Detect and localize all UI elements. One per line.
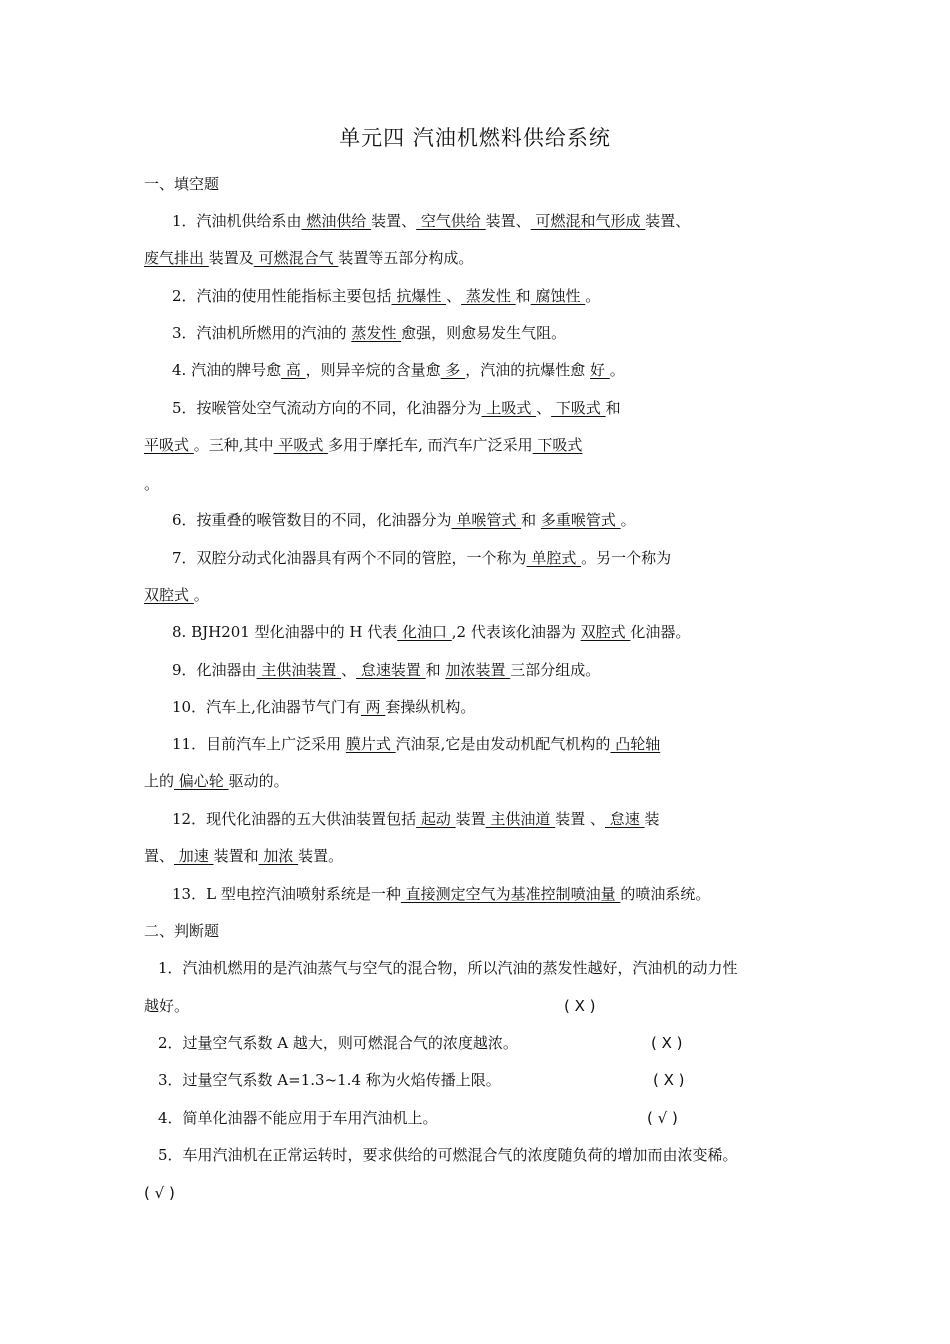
text: 和 (521, 511, 541, 529)
answer: 好 (589, 361, 610, 379)
answer: 直接测定空气为基准控制喷油量 (400, 885, 621, 903)
answer: 可燃混和气形成 (530, 212, 646, 230)
text: 和 (425, 661, 446, 679)
text: 愈强，则愈易发生气阻。 (401, 324, 567, 342)
question-7-line-1 (172, 548, 671, 568)
text: 和 (515, 287, 531, 305)
judge-1-mark: ( X ) (564, 997, 596, 1015)
text: 装置及 (208, 249, 254, 267)
text: 5．按喉管处空气流动方向的不同，化油器分为 (172, 399, 482, 417)
question-6 (172, 510, 636, 530)
text: 三部分组成。 (510, 661, 601, 679)
document-title: 单元四 汽油机燃料供给系统 (339, 126, 611, 150)
text: 的喷油系统。 (620, 885, 711, 903)
text: 8. BJH201 型化油器中的 H 代表 (172, 623, 398, 641)
judge-4-mark: ( √ ) (647, 1109, 678, 1127)
text: 装置。 (298, 847, 344, 865)
answer: 双腔式 (144, 586, 194, 604)
question-12-line-2 (144, 846, 343, 866)
answer: 怠速装置 (356, 661, 426, 679)
text: 3．汽油机所燃用的汽油的 (172, 324, 352, 342)
question-4 (172, 360, 625, 380)
question-5-line-2 (144, 435, 582, 455)
text: ，则异辛烷的含量愈 (305, 361, 441, 379)
answer: 多重喉管式 (540, 511, 621, 529)
question-9 (172, 660, 600, 680)
question-2 (172, 286, 600, 306)
text: 装置、 (371, 212, 417, 230)
judge-2: 2．过量空气系数 A 越大，则可燃混合气的浓度越浓。 (158, 1034, 518, 1052)
judge-1-line-2: 越好。 (144, 997, 190, 1015)
answer: 腐蚀性 (530, 287, 586, 305)
answer: 化油口 (397, 623, 452, 641)
text: 装置、 (645, 212, 691, 230)
question-1-line-1 (172, 211, 690, 231)
text: 和 (605, 399, 621, 417)
section-heading-fill: 一、填空题 (144, 175, 220, 193)
question-1-line-2 (144, 248, 473, 268)
text: 装置等五部分构成。 (338, 249, 474, 267)
judge-4: 4．简单化油器不能应用于车用汽油机上。 (158, 1109, 438, 1127)
answer: 可燃混合气 (253, 249, 339, 267)
text: 多用于摩托车, 而汽车广泛采用 (328, 436, 533, 454)
text: 上的 (144, 772, 175, 790)
answer: 平吸式 (144, 436, 194, 454)
text: 。 (609, 361, 625, 379)
text: 7．双腔分动式化油器具有两个不同的管腔，一个称为 (172, 549, 527, 567)
text: 、 (341, 661, 357, 679)
text: 。另一个称为 (581, 549, 672, 567)
text: 装置、 (485, 212, 531, 230)
text: 化油器。 (630, 623, 691, 641)
answer: 蒸发性 (461, 287, 516, 305)
text: 12．现代化油器的五大供油装置包括 (172, 810, 417, 828)
question-5-line-1 (172, 398, 621, 418)
text: 13．L 型电控汽油喷射系统是一种 (172, 885, 401, 903)
text: 、 (536, 399, 552, 417)
answer: 起动 (416, 810, 456, 828)
text: 11．目前汽车上广泛采用 (172, 735, 346, 753)
answer: 两 (360, 698, 386, 716)
question-13 (172, 884, 710, 904)
answer: 主供油道 (485, 810, 556, 828)
text: 。 (620, 511, 636, 529)
text: 、 (446, 287, 462, 305)
answer: 偏心轮 (174, 772, 229, 790)
answer: 怠速 (604, 810, 645, 828)
text: 。 (144, 475, 160, 493)
answer: 双腔式 (580, 623, 631, 641)
answer: 主供油装置 (256, 661, 342, 679)
judge-3-mark: ( X ) (653, 1071, 685, 1089)
answer: 废气排出 (144, 249, 209, 267)
answer: 高 (281, 361, 306, 379)
answer: 膜片式 (345, 735, 396, 753)
text: ，汽油的抗爆性愈 (465, 361, 590, 379)
question-5-line-3 (144, 474, 159, 494)
question-12-line-1 (172, 809, 660, 829)
text: 9．化油器由 (172, 661, 257, 679)
judge-2-mark: ( X ) (651, 1034, 683, 1052)
question-10 (172, 697, 475, 717)
text: 装置 (455, 810, 486, 828)
answer: 平吸式 (273, 436, 329, 454)
text: 。三种,其中 (193, 436, 274, 454)
question-11-line-1 (172, 734, 660, 754)
answer: 下吸式 (532, 436, 583, 454)
text: 装 (644, 810, 660, 828)
answer: 加浓 (258, 847, 299, 865)
answer: 多 (440, 361, 466, 379)
text: ,2 代表该化油器为 (451, 623, 581, 641)
text: 6．按重叠的喉管数目的不同，化油器分为 (172, 511, 452, 529)
answer: 凸轮轴 (610, 735, 661, 753)
question-3 (172, 323, 566, 343)
text: 置、 (144, 847, 175, 865)
text: 。 (585, 287, 601, 305)
text: 汽油泵,它是由发动机配气机构的 (395, 735, 611, 753)
answer: 加浓装置 (445, 661, 511, 679)
question-8 (172, 622, 690, 642)
text: 10．汽车上,化油器节气门有 (172, 698, 361, 716)
answer: 单喉管式 (451, 511, 522, 529)
text: 1．汽油机供给系由 (172, 212, 302, 230)
text: 。 (193, 586, 209, 604)
judge-5-line-1: 5．车用汽油机在正常运转时，要求供给的可燃混合气的浓度随负荷的增加而由浓变稀。 (158, 1146, 738, 1164)
question-7-line-2 (144, 585, 209, 605)
answer: 抗爆性 (391, 287, 447, 305)
judge-5-mark: ( √ ) (144, 1184, 175, 1202)
judge-3: 3．过量空气系数 A=1.3~1.4 称为火焰传播上限。 (158, 1071, 501, 1089)
text: 套操纵机构。 (385, 698, 476, 716)
question-11-line-2 (144, 771, 289, 791)
section-heading-judge: 二、判断题 (144, 922, 220, 940)
judge-1-line-1: 1．汽油机燃用的是汽油蒸气与空气的混合物，所以汽油的蒸发性越好，汽油机的动力性 (158, 959, 738, 977)
answer: 下吸式 (551, 399, 606, 417)
answer: 空气供给 (416, 212, 486, 230)
text: 驱动的。 (228, 772, 289, 790)
answer: 蒸发性 (351, 324, 402, 342)
answer: 加速 (174, 847, 214, 865)
text: 4. 汽油的牌号愈 (172, 361, 282, 379)
answer: 燃油供给 (301, 212, 372, 230)
text: 装置 、 (555, 810, 605, 828)
text: 2．汽油的使用性能指标主要包括 (172, 287, 392, 305)
text: 装置和 (213, 847, 259, 865)
answer: 单腔式 (526, 549, 582, 567)
answer: 上吸式 (481, 399, 537, 417)
